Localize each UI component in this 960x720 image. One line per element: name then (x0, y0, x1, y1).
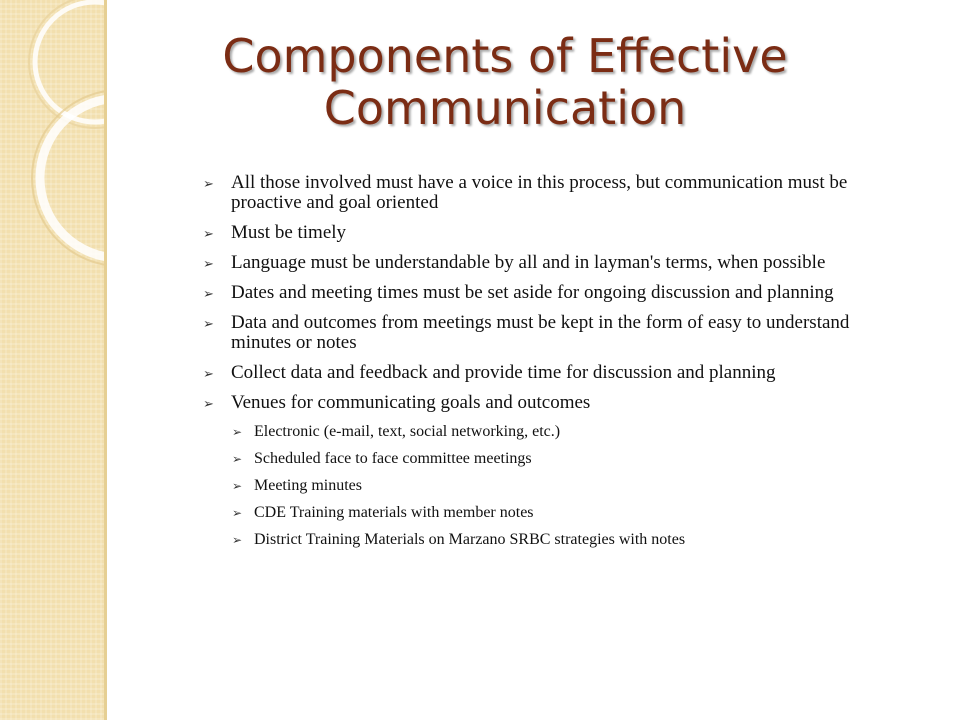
sub-bullet-list (232, 423, 903, 549)
arrow-bullet-icon: ➢ (203, 286, 214, 301)
sub-bullet-item (232, 423, 903, 441)
sub-bullet-item (232, 531, 903, 549)
bullet-list (203, 173, 903, 558)
arrow-bullet-icon: ➢ (232, 452, 243, 466)
bullet-item (203, 283, 903, 303)
bullet-text: All those involved must have a voice in this process, but communication must be proactive and goal oriented (231, 172, 848, 213)
bullet-text: Language must be understandable by all and in layman's terms, when possible (231, 252, 826, 273)
bullet-text: Venues for communicating goals and outcomes (231, 392, 591, 413)
bullet-text: Collect data and feedback and provide time for discussion and planning (231, 362, 776, 383)
arrow-bullet-icon: ➢ (232, 506, 243, 520)
bullet-text: Dates and meeting times must be set aside for ongoing discussion and planning (231, 282, 834, 303)
sub-bullet-text: CDE Training materials with member notes (254, 504, 534, 521)
decorative-sidebar (0, 0, 105, 720)
arrow-bullet-icon: ➢ (232, 425, 243, 439)
sub-bullet-item (232, 477, 903, 495)
sub-bullet-text: Scheduled face to face committee meetings (254, 450, 532, 467)
circle-ornament-icon (0, 0, 105, 720)
arrow-bullet-icon: ➢ (203, 256, 214, 271)
bullet-item (203, 223, 903, 243)
bullet-item (203, 253, 903, 273)
arrow-bullet-icon: ➢ (203, 226, 214, 241)
arrow-bullet-icon: ➢ (203, 366, 214, 381)
sidebar-edge (104, 0, 107, 720)
bullet-item (203, 173, 903, 213)
sub-list-container (203, 423, 903, 549)
bullet-text: Data and outcomes from meetings must be kept in the form of easy to understand minutes or notes (231, 312, 850, 353)
sub-bullet-text: Meeting minutes (254, 477, 362, 494)
sub-bullet-text: District Training Materials on Marzano SRBC strategies with notes (254, 531, 686, 548)
bullet-item (203, 393, 903, 413)
arrow-bullet-icon: ➢ (203, 316, 214, 331)
sub-bullet-text: Electronic (e-mail, text, social networking, etc.) (254, 423, 561, 440)
bullet-text: Must be timely (231, 222, 347, 243)
sub-bullet-item (232, 450, 903, 468)
arrow-bullet-icon: ➢ (232, 533, 243, 547)
bullet-item (203, 313, 903, 353)
title-line-1: Components of Effective (222, 29, 788, 83)
title-line-2: Communication (323, 81, 687, 135)
arrow-bullet-icon: ➢ (232, 479, 243, 493)
arrow-bullet-icon: ➢ (203, 176, 214, 191)
bullet-item (203, 363, 903, 383)
slide-title (150, 30, 860, 134)
sub-bullet-item (232, 504, 903, 522)
arrow-bullet-icon: ➢ (203, 396, 214, 411)
